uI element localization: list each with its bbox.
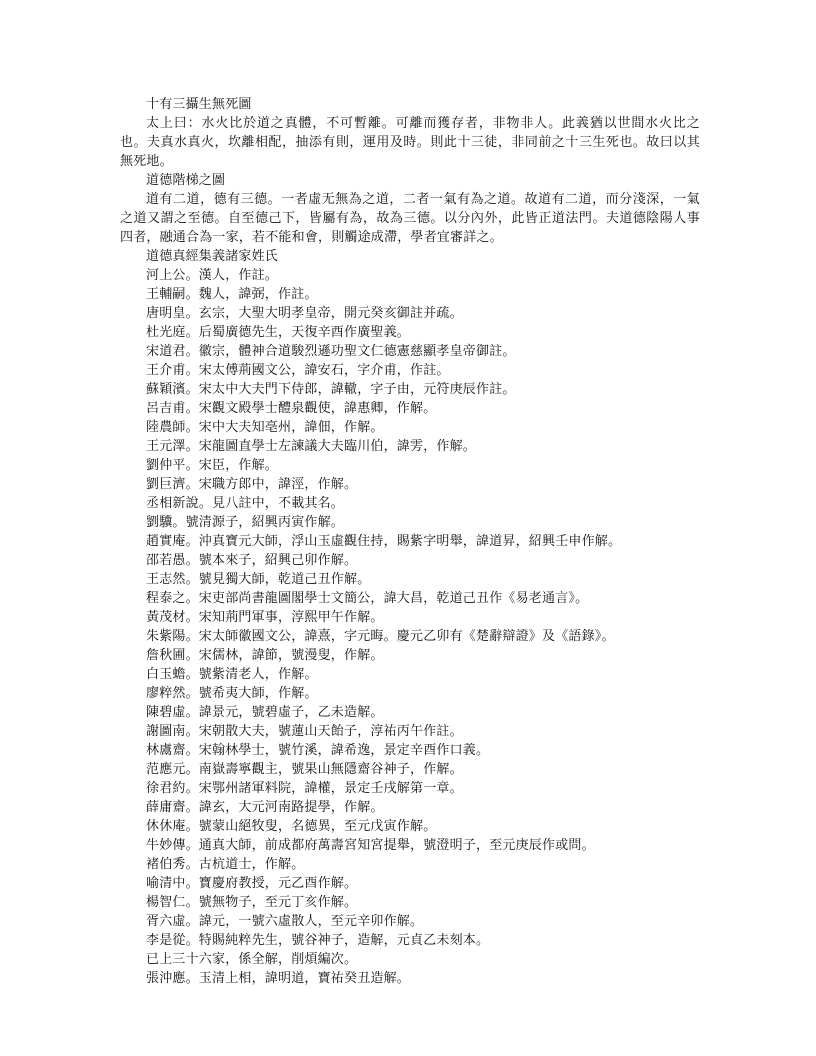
section-title-ladder-diagram: 道德階梯之圖: [146, 173, 226, 188]
commentator-entry: 褚伯秀。古杭道士，作解。: [146, 857, 305, 872]
commentator-entry: 劉驥。號清源子，紹興丙寅作解。: [146, 515, 345, 530]
paragraph-ladder-diagram: 道有二道，德有三德。一者虛无無為之道，二者一氣有為之道。故道有二道，而分淺深，一氣之道又謂之至德。自至德己下，皆屬有為，故為三德。以分內外，此皆正道法門。夫道德陰陽人事四者，融通合為一家，若不能和會，則觸途成滯，學者宜審詳之。: [120, 192, 700, 245]
commentator-entry: 陳碧虛。諱景元，號碧虛子，乙未造解。: [146, 705, 384, 720]
commentator-entry: 薛庸齋。諱玄，大元河南路提學，作解。: [146, 800, 384, 815]
commentator-entry: 趙實庵。沖真寶元大師，浮山玉虛觀住持，賜紫字明舉，諱道昇，紹興壬申作解。: [146, 534, 622, 549]
commentator-entry: 楊智仁。號無物子，至元丁亥作解。: [146, 895, 358, 910]
commentator-entry: 杜光庭。后蜀廣德先生，天復辛酉作廣聖義。: [146, 325, 411, 340]
commentator-entry: 朱紫陽。宋太師徽國文公，諱熹，字元晦。慶元乙卯有《楚辭辯證》及《語錄》。: [146, 629, 615, 644]
commentator-entry: 徐君約。宋鄂州諸軍料院，諱權，景定壬戌解第一章。: [146, 781, 463, 796]
commentator-entry: 陸農師。宋中大夫知亳州，諱佃，作解。: [146, 420, 384, 435]
section-title-thirteen-diagram: 十有三攝生無死圖: [146, 97, 252, 112]
paragraph-thirteen-diagram: 太上曰：水火比於道之真體，不可暫離。可離而獲存者，非物非人。此義猶以世間水火比之也。夫真水真火，坎離相配，抽添有則，運用及時。則此十三徒，非同前之十三生死也。故曰以其無死地。: [120, 116, 700, 169]
commentator-list: [120, 266, 700, 988]
commentator-entry: 王介甫。宋太傅荊國文公，諱安石，字介甫，作註。: [146, 363, 450, 378]
commentator-entry: 林鬳齋。宋翰林學士，號竹溪，諱希逸，景定辛酉作口義。: [146, 743, 490, 758]
commentator-entry: 已上三十六家，係全解，削煩編次。: [146, 952, 358, 967]
commentator-entry: 蘇穎濱。宋太中大夫門下侍郎，諱轍，字子由，元符庚辰作註。: [146, 382, 516, 397]
commentator-entry: 呂吉甫。宋觀文殿學士醴泉觀使，諱惠卿，作解。: [146, 401, 437, 416]
commentator-entry: 白玉蟾。號紫清老人，作解。: [146, 667, 318, 682]
commentator-entry: 胥六虛。諱元，一號六虛散人，至元辛卯作解。: [146, 914, 424, 929]
commentator-entry: 王輔嗣。魏人，諱弼，作註。: [146, 287, 318, 302]
commentator-entry: 休休庵。號蒙山絕牧叟，名德異，至元戊寅作解。: [146, 819, 437, 834]
commentator-entry: 謝圖南。宋朝散大夫，號蓮山天飴子，淳祐丙午作註。: [146, 724, 463, 739]
commentator-entry: 廖粹然。號希夷大師，作解。: [146, 686, 318, 701]
commentator-entry: 唐明皇。玄宗，大聖大明孝皇帝，開元癸亥御註并疏。: [146, 306, 463, 321]
commentator-entry: 詹秋圃。宋儒林，諱節，號漫叟，作解。: [146, 648, 384, 663]
commentator-entry: 丞相新說。見八註中，不載其名。: [146, 496, 345, 511]
commentator-entry: 黃茂材。宋知荊門軍事，淳熙甲午作解。: [146, 610, 384, 625]
commentator-entry: 王元澤。宋龍圖直學士左諫議大夫臨川伯，諱雱，作解。: [146, 439, 477, 454]
commentator-entry: 河上公。漢人，作註。: [146, 268, 279, 283]
commentator-entry: 張沖應。玉清上相，諱明道，寶祐癸丑造解。: [146, 971, 411, 986]
commentator-entry: 劉仲平。宋臣，作解。: [146, 458, 279, 473]
commentator-entry: 邵若愚。號本來子，紹興己卯作解。: [146, 553, 358, 568]
commentator-entry: 王志然。號見獨大師，乾道己丑作解。: [146, 572, 371, 587]
commentator-entry: 劉巨濟。宋職方郎中，諱涇，作解。: [146, 477, 358, 492]
commentator-entry: 程泰之。宋吏部尚書龍圖閣學士文簡公，諱大昌，乾道己丑作《易老通言》。: [146, 591, 589, 606]
document-body: [120, 95, 700, 988]
commentator-entry: 喻清中。寶慶府教授，元乙酉作解。: [146, 876, 358, 891]
section-title-commentators: 道德真經集義諸家姓氏: [146, 249, 279, 264]
commentator-entry: 李是從。特賜純粹先生，號谷神子，造解，元貞乙未刻本。: [146, 933, 490, 948]
commentator-entry: 牛妙傳。通真大師，前成都府萬壽宮知宮提舉，號澄明子，至元庚辰作或問。: [146, 838, 595, 853]
commentator-entry: 范應元。南嶽壽寧觀主，號果山無隱齋谷神子，作解。: [146, 762, 463, 777]
commentator-entry: 宋道君。徽宗，體神合道駿烈遜功聖文仁德憲慈顯孝皇帝御註。: [146, 344, 516, 359]
